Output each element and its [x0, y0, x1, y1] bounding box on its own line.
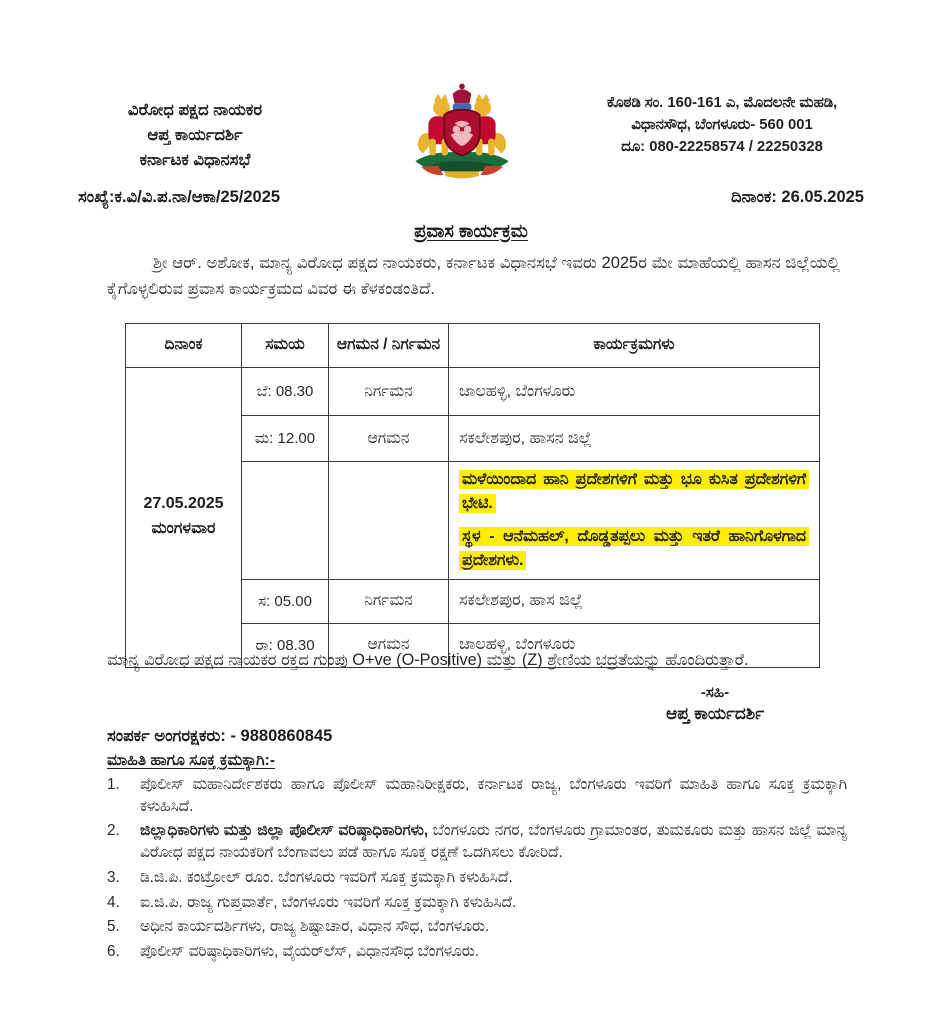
movement-cell: ನಿರ್ಗಮನ — [329, 579, 449, 623]
date-value: 27.05.2025 — [143, 495, 224, 513]
time-cell: ರಾ: 08.30 — [242, 623, 329, 667]
highlight-text-1: ಮಳೆಯಿಂದಾದ ಹಾನಿ ಪ್ರದೇಶಗಳಿಗೆ ಮತ್ತು ಭೂ ಕುಸಿತ ಪ್ರದೇಶಗಳಿಗೆ ಭೇಟಿ. — [459, 470, 809, 513]
item-text: ಪೊಲೀಸ್ ವರಿಷ್ಠಾಧಿಕಾರಿಗಳು, ವೈಯರ್‌ಲೆಸ್, ವಿಧಾನಸೌಧ ಬೆಂಗಳೂರು. — [140, 943, 479, 961]
item-number: 1. — [107, 776, 120, 793]
document-title: ಪ್ರವಾಸ ಕಾರ್ಯಕ್ರಮ — [414, 221, 528, 241]
cc-list-section — [107, 752, 847, 966]
program-cell: ಸಕಲೇಶಪುರ, ಹಾಸನ ಜಿಲ್ಲೆ — [449, 416, 820, 462]
program-highlight-cell — [449, 462, 820, 580]
item-text: ಐ.ಜಿ.ಪಿ. ರಾಜ್ಯ ಗುಪ್ತವಾರ್ತೆ, ಬೆಂಗಳೂರು ಇವರಿಗೆ ಸೂಕ್ತ ಕ್ರಮಕ್ಕಾಗಿ ಕಳುಹಿಸಿದೆ. — [140, 893, 517, 911]
letter-date: ದಿನಾಂಕ: 26.05.2025 — [730, 188, 864, 206]
list-item — [107, 892, 847, 914]
list-item — [107, 774, 847, 817]
item-number: 4. — [107, 893, 120, 911]
bodyguard-contact: ಸಂಪರ್ಕ ಅಂಗರಕ್ಷಕರು: - 9880860845 — [107, 727, 333, 745]
cc-heading: ಮಾಹಿತಿ ಹಾಗೂ ಸೂಕ್ತ ಕ್ರಮಕ್ಕಾಗಿ:- — [107, 752, 275, 769]
header-time: ಸಮಯ — [242, 324, 329, 368]
movement-cell: ನಿರ್ಗಮನ — [329, 368, 449, 416]
item-text: ಡಿ.ಜಿ.ಪಿ. ಕಂಟ್ರೋಲ್ ರೂಂ. ಬೆಂಗಳೂರು ಇವರಿಗೆ ಸೂಕ್ತ ಕ್ರಮಕ್ಕಾಗಿ ಕಳುಹಿಸಿದೆ. — [140, 868, 513, 886]
address-line-2: ವಿಧಾನಸೌಧ, ಬೆಂಗಳೂರು- 560 001 — [631, 117, 813, 134]
day-value: ಮಂಗಳವಾರ — [151, 520, 216, 538]
reference-number: ಸಂಖ್ಯೆ:ಕ.ವಿ/ವಿ.ಪ.ನಾ/ಆಕಾ/25/2025 — [78, 188, 281, 206]
signed-marker: -ಸಹಿ- — [700, 684, 730, 701]
item-number: 2. — [107, 822, 120, 840]
header-movement: ಆಗಮನ / ನಿರ್ಗಮನ — [329, 324, 449, 368]
item-text: ಪೊಲೀಸ್ ಮಹಾನಿರ್ದೇಶಕರು ಹಾಗೂ ಪೊಲೀಸ್ ಮಹಾನಿರೀಕ್ಷಕರು, ಕರ್ನಾಟಕ ರಾಜ್ಯ, ಬೆಂಗಳೂರು ಇವರಿಗೆ ಮಾಹಿತಿ ಹಾಗೂ ಸೂಕ್ತ ಕ್ರಮಕ್ಕಾಗಿ ಕಳುಹಿಸಿದೆ. — [140, 776, 847, 815]
travel-schedule-table — [125, 323, 820, 668]
program-cell: ಸಕಲೇಶಪುರ, ಹಾಸ ಜಿಲ್ಲೆ — [449, 579, 820, 623]
time-cell-empty — [242, 462, 329, 580]
office-address-block — [552, 92, 892, 159]
office-line-1: ವಿರೋಧ ಪಕ್ಷದ ನಾಯಕರ — [127, 101, 263, 119]
movement-cell-empty — [329, 462, 449, 580]
time-cell: ಸ: 05.00 — [242, 579, 329, 623]
item-text: ಅಧೀನ ಕಾರ್ಯದರ್ಶಿಗಳು, ರಾಜ್ಯ ಶಿಷ್ಟಾಚಾರ, ವಿಧಾನ ಸೌಧ, ಬೆಂಗಳೂರು. — [140, 918, 490, 936]
program-cell: ಜಾಲಹಳ್ಳಿ, ಬೆಂಗಳೂರು — [449, 623, 820, 667]
time-cell: ಮ: 12.00 — [242, 416, 329, 462]
office-line-2: ಆಪ್ತ ಕಾರ್ಯದರ್ಶಿ — [147, 125, 243, 144]
header-programs: ಕಾರ್ಯಕ್ರಮಗಳು — [449, 324, 820, 368]
karnataka-emblem-icon — [406, 80, 518, 188]
movement-cell: ಆಗಮನ — [329, 416, 449, 462]
list-item — [107, 820, 847, 863]
item-number: 3. — [107, 868, 120, 886]
list-item — [107, 916, 847, 938]
program-cell: ಜಾಲಹಳ್ಳಿ, ಬೆಂಗಳೂರು — [449, 368, 820, 416]
time-cell: ಬೆ: 08.30 — [242, 368, 329, 416]
blood-group-note: ಮಾನ್ಯ ವಿರೋಧ ಪಕ್ಷದ ನಾಯಕರ ರಕ್ತದ ಗುಂಪು O+ve (O-Positive) ಮತ್ತು (Z) ಶ್ರೇಣಿಯ ಭದ್ರತೆಯನ್ನು ಹೊಂದಿರುತ್ತಾರೆ. — [107, 651, 749, 669]
header-date: ದಿನಾಂಕ — [126, 324, 242, 368]
date-cell — [126, 368, 242, 668]
signatory-designation: ಆಪ್ತ ಕಾರ್ಯದರ್ಶಿ — [665, 704, 765, 723]
item-number: 5. — [107, 918, 120, 936]
item-text: ಜಿಲ್ಲಾಧಿಕಾರಿಗಳು ಮತ್ತು ಜಿಲ್ಲಾ ಪೊಲೀಸ್ ವರಿಷ್ಠಾಧಿಕಾರಿಗಳು, ಬೆಂಗಳೂರು ನಗರ, ಬೆಂಗಳೂರು ಗ್ರಾಮಾಂತರ, ತುಮಕೂರು ಮತ್ತು ಹಾಸನ ಜಿಲ್ಲೆ ಮಾನ್ಯ ವಿರೋಧ ಪಕ್ಷದ ನಾಯಕರಿಗೆ ಬೆಂಗಾವಲು ಪಡೆ ಹಾಗೂ ಸೂಕ್ತ ರಕ್ಷಣೆ ಒದಗಿಸಲು ಕೋರಿದೆ. — [140, 822, 847, 862]
highlight-text-2: ಸ್ಥಳ - ಆನೆಮಹಲ್, ದೊಡ್ಡತಪ್ಪಲು ಮತ್ತು ಇತರೆ ಹಾನಿಗೊಳಗಾದ ಪ್ರದೇಶಗಳು. — [459, 527, 809, 570]
item-number: 6. — [107, 943, 120, 961]
reference-line — [78, 188, 864, 207]
address-line-1: ಕೊಠಡಿ ಸಂ. 160-161 ಎ, ಮೊದಲನೇ ಮಹಡಿ, — [606, 95, 838, 111]
office-line-3: ಕರ್ನಾಟಕ ವಿಧಾನಸಭೆ — [139, 150, 251, 169]
list-item — [107, 941, 847, 963]
signature-block — [600, 684, 830, 724]
table-header-row — [126, 324, 820, 368]
address-line-3: ದೂ: 080-22258574 / 22250328 — [621, 139, 823, 156]
sender-office-block — [70, 98, 320, 172]
movement-cell: ಆಗಮನ — [329, 623, 449, 667]
list-item — [107, 867, 847, 889]
intro-paragraph: ಶ್ರೀ ಆರ್. ಅಶೋಕ, ಮಾನ್ಯ ವಿರೋಧ ಪಕ್ಷದ ನಾಯಕರು, ಕರ್ನಾಟಕ ವಿಧಾನಸಭೆ ಇವರು 2025ರ ಮೇ ಮಾಹೆಯಲ್ಲಿ ಹಾಸನ ಜಿಲ್ಲೆಯಲ್ಲಿ ಕೈಗೊಳ್ಳಲಿರುವ ಪ್ರವಾಸ ಕಾರ್ಯಕ್ರಮದ ವಿವರ ಈ ಕೆಳಕಂಡಂತಿದೆ. — [107, 254, 840, 299]
table-row — [126, 368, 820, 416]
